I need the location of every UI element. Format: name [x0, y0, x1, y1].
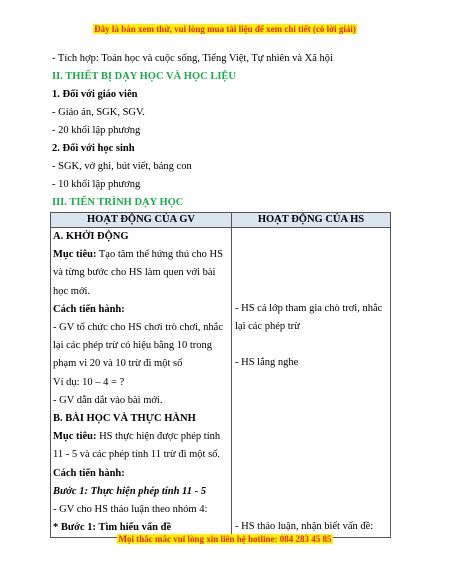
- preview-banner: Đây là bản xem thử, vui lòng mua tài liệu để xem chi tiết (có lời giải): [94, 24, 356, 34]
- section-a-heading: A. KHỞI ĐỘNG: [53, 231, 129, 242]
- student-title: 2. Đối với học sinh: [52, 143, 135, 154]
- student-activity: - HS thảo luận, nhận biết vấn đề:: [235, 521, 374, 532]
- goal-label: Mục tiêu:: [53, 249, 97, 261]
- section-2-heading: II. THIẾT BỊ DẠY HỌC VÀ HỌC LIỆU: [52, 71, 236, 82]
- goal-b: [53, 428, 229, 446]
- goal-text: Tạo tâm thế hứng thú cho HS: [96, 249, 223, 261]
- section-b-heading: B. BÀI HỌC VÀ THỰC HÀNH: [53, 413, 196, 425]
- table-row: [51, 228, 391, 538]
- column-header-teacher: HOẠT ĐỘNG CỦA GV: [51, 213, 232, 228]
- hotline-footer: Mọi thắc mắc vui lòng xin liên hệ hotline: 084 283 45 85: [118, 534, 332, 544]
- integration-line: - Tích hợp: Toán học và cuộc sống, Tiếng Việt, Tự nhiên và Xã hội: [52, 53, 333, 64]
- teacher-item: - 20 khối lập phương: [52, 125, 141, 136]
- goal-a-line: và từng bước cho HS làm quen với bài: [53, 267, 216, 279]
- activity-table: [50, 212, 391, 538]
- sub-step-title: * Bước 1: Tìm hiểu vấn đề: [53, 522, 172, 534]
- student-activity: - HS cả lớp tham gia chò trơi, nhắc: [235, 303, 383, 314]
- method-b: Cách tiến hành:: [53, 467, 125, 479]
- table-header-row: [51, 213, 391, 228]
- goal-a: [53, 246, 229, 264]
- goal-label: Mục tiêu:: [53, 431, 97, 443]
- step-b-title: Bước 1: Thực hiện phép tính 11 - 5: [53, 485, 206, 497]
- teacher-activity-cell: [51, 228, 232, 538]
- group-instruction: - GV cho HS thảo luận theo nhóm 4:: [53, 504, 208, 516]
- column-header-student: HOẠT ĐỘNG CỦA HS: [232, 213, 391, 228]
- document-body: [52, 50, 392, 212]
- goal-b-line: 11 - 5 và các phép tính 11 trừ đi một số.: [53, 449, 221, 461]
- example: Ví dụ: 10 – 4 = ?: [53, 376, 125, 388]
- step-a-line: lại các phép trừ có hiệu bằng 10 trong: [53, 340, 213, 352]
- goal-text: HS thực hiện được phép tính: [96, 431, 221, 443]
- student-item: - 10 khối lập phương: [52, 179, 141, 190]
- step-a-line: phạm vi 20 và 10 trừ đi một số: [53, 358, 183, 370]
- teacher-item: - Giáo án, SGK, SGV.: [52, 107, 145, 118]
- teacher-title: 1. Đối với giáo viên: [52, 89, 138, 100]
- step-a-line: - GV tổ chức cho HS chơi trò chơi, nhắc: [53, 322, 223, 334]
- method-a: Cách tiến hành:: [53, 303, 125, 315]
- student-item: - SGK, vở ghi, bút viết, bảng con: [52, 161, 192, 172]
- section-3-heading: III. TIẾN TRÌNH DẠY HỌC: [52, 197, 184, 208]
- student-activity: - HS lắng nghe: [235, 357, 299, 368]
- goal-a-line: học mới.: [53, 285, 91, 297]
- student-activity: lại các phép trừ: [235, 321, 300, 332]
- step-a-intro: - GV dẫn dắt vào bài mới.: [53, 394, 163, 406]
- student-activity-cell: [232, 228, 391, 538]
